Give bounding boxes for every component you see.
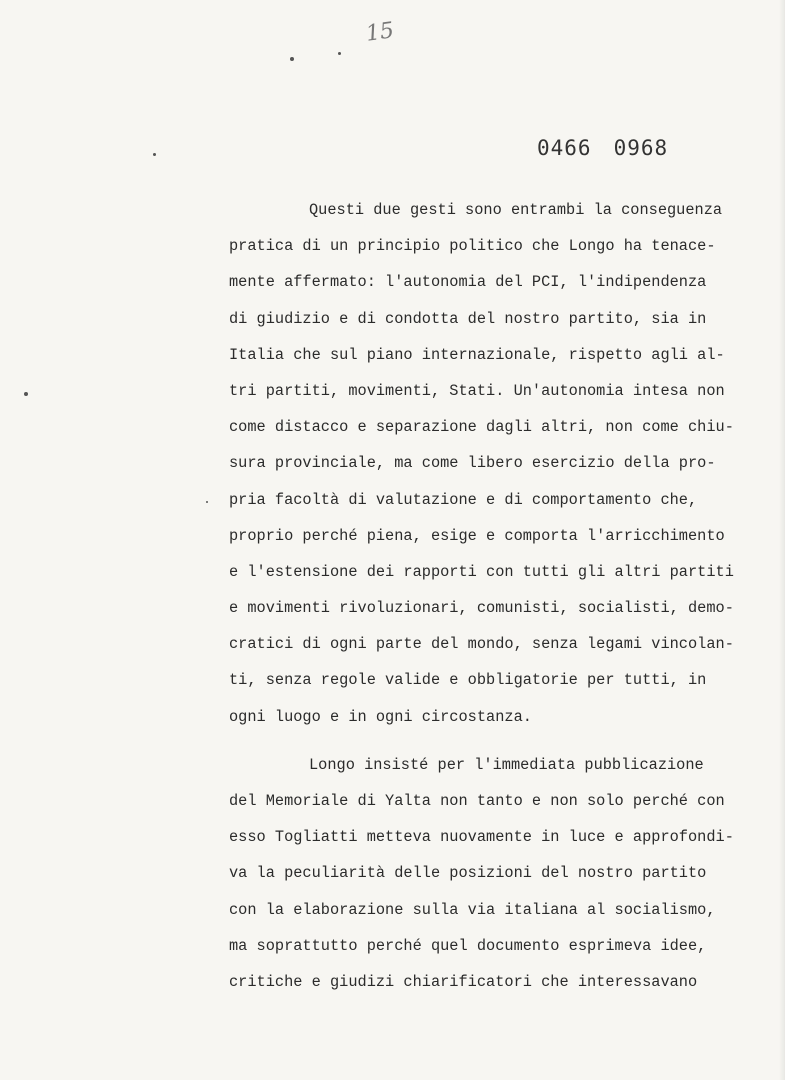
paper-speck: [206, 501, 208, 503]
paper-speck: [153, 153, 156, 156]
archive-number-stamp: [537, 136, 690, 160]
archive-number-first: 0466: [537, 136, 592, 160]
paragraph-2: [229, 751, 749, 1004]
text-line: proprio perché piena, esige e comporta l'arricchimento: [229, 526, 725, 545]
paper-speck: [290, 57, 294, 61]
text-line: va la peculiarità delle posizioni del nostro partito: [229, 864, 707, 883]
text-line: Longo insisté per l'immediata pubblicazione: [309, 755, 704, 774]
text-line: mente affermato: l'autonomia del PCI, l'indipendenza: [229, 273, 707, 292]
typed-text-body: [229, 196, 749, 1004]
text-line: sura provinciale, ma come libero esercizio della pro-: [229, 454, 716, 473]
text-line: come distacco e separazione dagli altri, non come chiu-: [229, 418, 734, 437]
text-line: pratica di un principio politico che Longo ha tenace-: [229, 237, 716, 256]
text-line: e movimenti rivoluzionari, comunisti, socialisti, demo-: [229, 599, 734, 618]
text-line: con la elaborazione sulla via italiana al socialismo,: [229, 900, 716, 919]
text-line: del Memoriale di Yalta non tanto e non solo perché con: [229, 792, 725, 810]
text-line: ma soprattutto perché quel documento esprimeva idee,: [229, 936, 707, 955]
text-line: Italia che sul piano internazionale, rispetto agli al-: [229, 345, 725, 364]
text-line: ti, senza regole valide e obbligatorie per tutti, in: [229, 671, 707, 690]
page-edge-shadow: [779, 0, 785, 1080]
text-line: tri partiti, movimenti, Stati. Un'autonomia intesa non: [229, 381, 725, 400]
text-line: pria facoltà di valutazione e di comportamento che,: [229, 490, 698, 509]
paper-speck: [338, 52, 341, 55]
text-line: esso Togliatti metteva nuovamente in luce e approfondi-: [229, 828, 734, 847]
text-line: ogni luogo e in ogni circostanza.: [229, 707, 532, 726]
text-line: cratici di ogni parte del mondo, senza legami vincolan-: [229, 635, 734, 654]
archive-number-second: 0968: [613, 136, 669, 160]
handwritten-page-note: 15: [364, 18, 396, 47]
text-line: e l'estensione dei rapporti con tutti gli altri partiti: [229, 562, 734, 581]
text-line: Questi due gesti sono entrambi la conseguenza: [309, 201, 723, 219]
text-line: di giudizio e di condotta del nostro partito, sia in: [229, 309, 707, 328]
paragraph-1: [229, 196, 749, 739]
text-line: critiche e giudizi chiarificatori che interessavano: [229, 972, 698, 991]
paragraph-gap: [229, 739, 749, 751]
paper-speck: [24, 392, 28, 396]
